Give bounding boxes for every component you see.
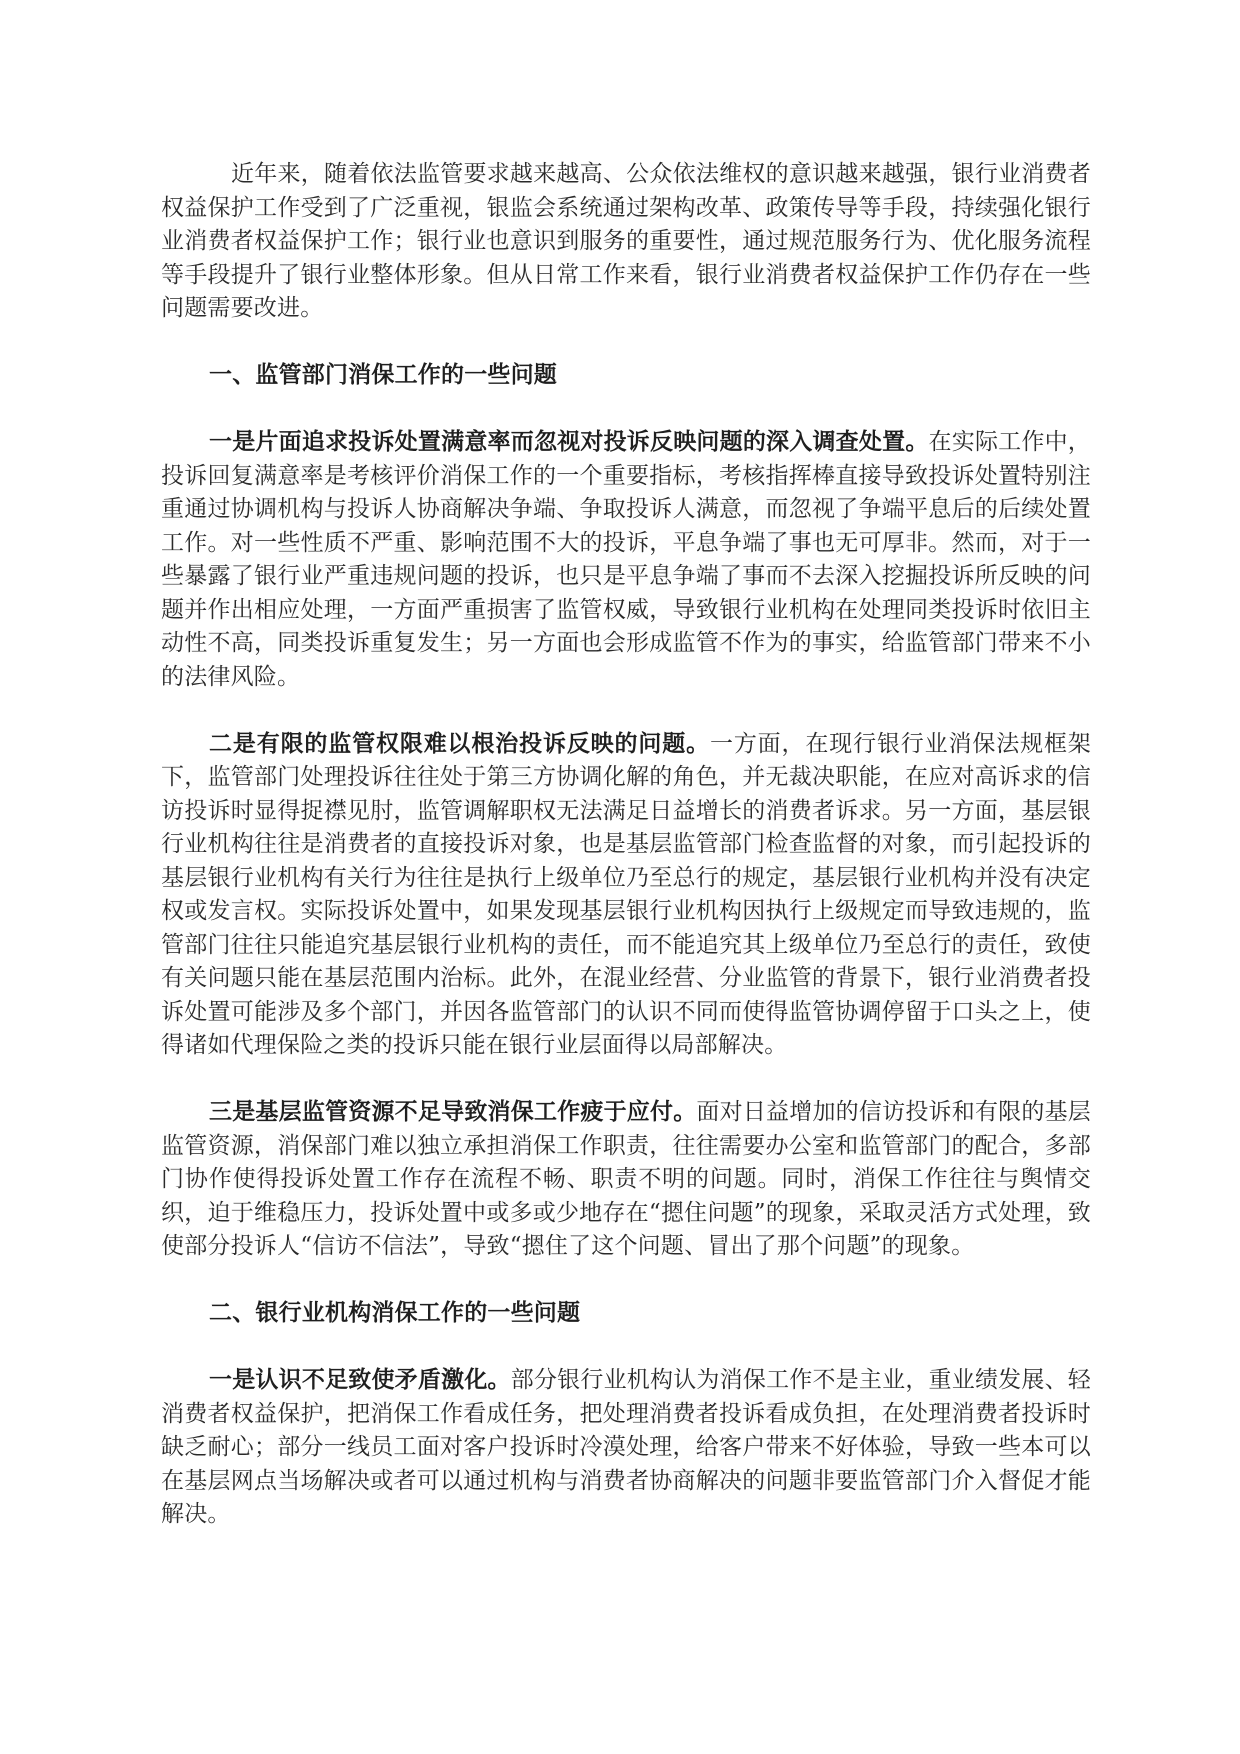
paragraph-lead: 一是认识不足致使矛盾激化。 (209, 1367, 511, 1393)
section1-paragraph-1 (161, 426, 1091, 694)
section1-paragraph-3 (161, 1096, 1091, 1264)
section-heading-1: 一、监管部门消保工作的一些问题 (209, 362, 557, 388)
section2-paragraph-1 (161, 1364, 1091, 1532)
paragraph-body: 面对日益增加的信访投诉和有限的基层监管资源，消保部门难以独立承担消保工作职责，往往需要办公室和监管部门的配合，多部门协作使得投诉处置工作存在流程不畅、职责不明的问题。同时，消保工作往往与舆情交织，迫于维稳压力，投诉处置中或多或少地存在“摁住问题”的现象，采取灵活方式处理，致使部分投诉人“信访不信法”，导致“摁住了这个问题、冒出了那个问题”的现象。 (161, 1099, 1091, 1259)
section1-paragraph-2 (161, 728, 1091, 1063)
intro-paragraph: 近年来，随着依法监管要求越来越高、公众依法维权的意识越来越强，银行业消费者权益保护工作受到了广泛重视，银监会系统通过架构改革、政策传导等手段，持续强化银行业消费者权益保护工作；银行业也意识到服务的重要性，通过规范服务行为、优化服务流程等手段提升了银行业整体形象。但从日常工作来看，银行业消费者权益保护工作仍存在一些问题需要改进。 (161, 161, 1091, 321)
section-heading-2: 二、银行业机构消保工作的一些问题 (209, 1300, 581, 1326)
paragraph-lead: 二是有限的监管权限难以根治投诉反映的问题。 (209, 730, 710, 757)
paragraph-body: 在实际工作中，投诉回复满意率是考核评价消保工作的一个重要指标，考核指挥棒直接导致投诉处置特别注重通过协调机构与投诉人协商解决争端、争取投诉人满意，而忽视了争端平息后的后续处置工作。对一些性质不严重、影响范围不大的投诉，平息争端了事也无可厚非。然而，对于一些暴露了银行业严重违规问题的投诉，也只是平息争端了事而不去深入挖掘投诉所反映的问题并作出相应处理，一方面严重损害了监管权威，导致银行业机构在处理同类投诉时依旧主动性不高，同类投诉重复发生；另一方面也会形成监管不作为的事实，给监管部门带来不小的法律风险。 (161, 429, 1091, 690)
paragraph-body: 部分银行业机构认为消保工作不是主业，重业绩发展、轻消费者权益保护，把消保工作看成任务，把处理消费者投诉看成负担，在处理消费者投诉时缺乏耐心；部分一线员工面对客户投诉时冷漠处理，给客户带来不好体验，导致一些本可以在基层网点当场解决或者可以通过机构与消费者协商解决的问题非要监管部门介入督促才能解决。 (161, 1367, 1092, 1527)
paragraph-lead: 三是基层监管资源不足导致消保工作疲于应付。 (209, 1099, 697, 1125)
document-body (161, 158, 1091, 1532)
paragraph-lead: 一是片面追求投诉处置满意率而忽视对投诉反映问题的深入调查处置。 (209, 429, 929, 455)
paragraph-body: 一方面，在现行银行业消保法规框架下，监管部门处理投诉往往处于第三方协调化解的角色，并无裁决职能，在应对高诉求的信访投诉时显得捉襟见肘，监管调解职权无法满足日益增长的消费者诉求。另一方面，基层银行业机构往往是消费者的直接投诉对象，也是基层监管部门检查监督的对象，而引起投诉的基层银行业机构有关行为往往是执行上级单位乃至总行的规定，基层银行业机构并没有决定权或发言权。实际投诉处置中，如果发现基层银行业机构因执行上级规定而导致违规的，监管部门往往只能追究基层银行业机构的责任，而不能追究其上级单位乃至总行的责任，致使有关问题只能在基层范围内治标。此外，在混业经营、分业监管的背景下，银行业消费者投诉处置可能涉及多个部门，并因各监管部门的认识不同而使得监管协调停留于口头之上，使得诸如代理保险之类的投诉只能在银行业层面得以局部解决。 (161, 730, 1091, 1058)
